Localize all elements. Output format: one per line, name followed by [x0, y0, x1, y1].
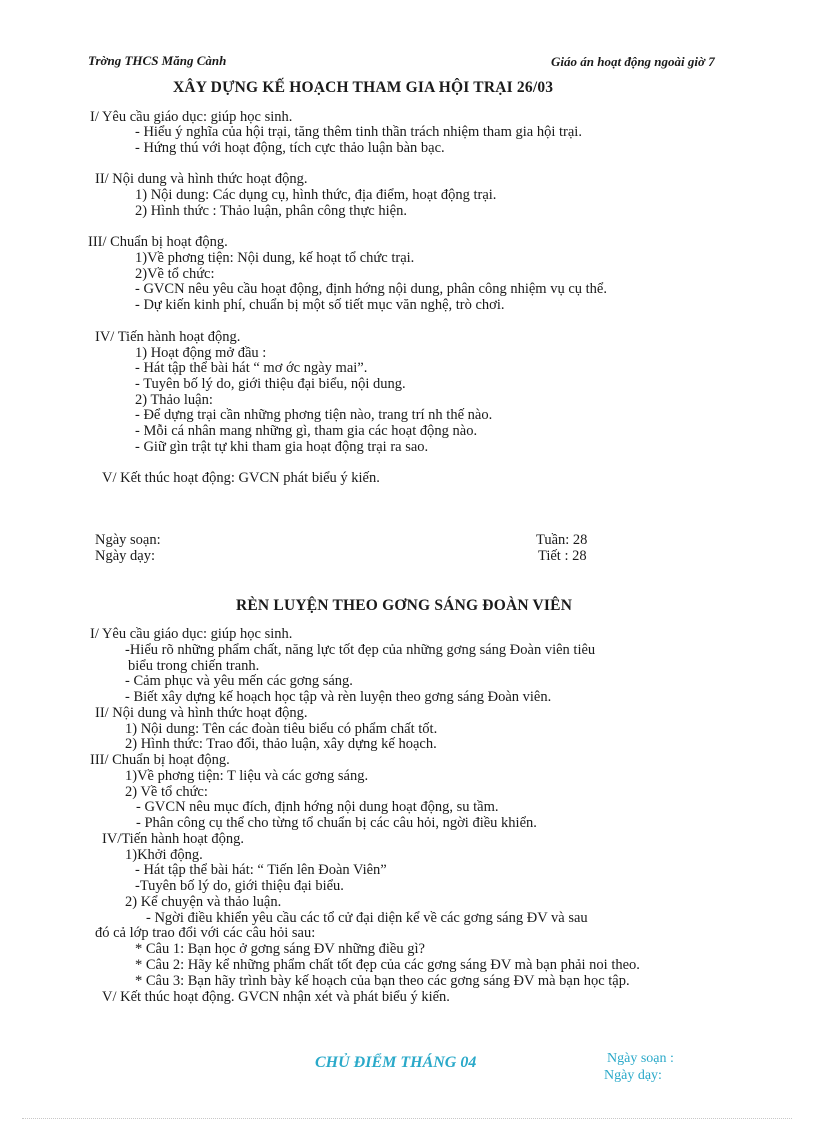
- lesson2-line: - Biết xây dựng kế hoạch học tập và rèn luyện theo gơng sáng Đoàn viên.: [125, 689, 552, 705]
- lesson1-line: - GVCN nêu yêu cầu hoạt động, định hớng nội dung, phân công nhiệm vụ cụ thể.: [135, 281, 607, 297]
- lesson2-line: 1) Nội dung: Tên các đoàn tiêu biểu có phẩm chất tốt.: [125, 721, 438, 737]
- lesson2-line: 1)Về phơng tiện: T liệu và các gơng sáng.: [125, 768, 369, 784]
- lesson1-line: V/ Kết thúc hoạt động: GVCN phát biểu ý kiến.: [102, 470, 380, 486]
- page-bottom-divider: [22, 1118, 792, 1119]
- lesson1-line: - Tuyên bố lý do, giới thiệu đại biểu, nội dung.: [135, 376, 406, 392]
- meta-ngay-soan: Ngày soạn:: [95, 532, 161, 548]
- lesson2-line: - Hát tập thể bài hát: “ Tiến lên Đoàn Viên”: [135, 862, 387, 878]
- lesson2-line: 2) Kể chuyện và thảo luận.: [125, 894, 282, 910]
- lesson2-line: - Cảm phục và yêu mến các gơng sáng.: [125, 673, 353, 689]
- lesson1-line: I/ Yêu cầu giáo dục: giúp học sinh.: [90, 109, 293, 125]
- lesson1-line: 1)Về phơng tiện: Nội dung, kế hoạt tổ chức trại.: [135, 250, 415, 266]
- lesson1-line: - Để dựng trại cần những phơng tiện nào, trang trí nh thế nào.: [135, 407, 493, 423]
- lesson2-line: - Phân công cụ thể cho từng tổ chuẩn bị các câu hỏi, ngời điều khiển.: [136, 815, 537, 831]
- lesson1-line: II/ Nội dung và hình thức hoạt động.: [95, 171, 308, 187]
- lesson2-line: 2) Về tổ chức:: [125, 784, 208, 800]
- meta-ngay-day: Ngày dạy:: [95, 548, 155, 564]
- lesson2-line: biểu trong chiến tranh.: [128, 658, 260, 674]
- lesson2-line: * Câu 1: Bạn học ở gơng sáng ĐV những điều gì?: [135, 941, 425, 957]
- meta-tiet: Tiết : 28: [538, 548, 587, 564]
- lesson2-line: -Hiểu rõ những phẩm chất, năng lực tốt đẹp của những gơng sáng Đoàn viên tiêu: [125, 642, 596, 658]
- lesson1-line: IV/ Tiến hành hoạt động.: [95, 329, 241, 345]
- lesson1-line: 2) Hình thức : Thảo luận, phân công thực hiện.: [135, 203, 407, 219]
- footer-ngay-day: Ngày dạy:: [604, 1068, 662, 1083]
- footer-ngay-soan: Ngày soạn :: [607, 1051, 674, 1066]
- lesson2-line: * Câu 2: Hãy kể những phẩm chất tốt đẹp của các gơng sáng ĐV mà bạn phải noi theo.: [135, 957, 640, 973]
- lesson1-line: 1) Nội dung: Các dụng cụ, hình thức, địa điểm, hoạt động trại.: [135, 187, 497, 203]
- lesson1-line: - Giữ gìn trật tự khi tham gia hoạt động trại ra sao.: [135, 439, 429, 455]
- lesson1-line: - Hiểu ý nghĩa của hội trại, tăng thêm tinh thần trách nhiệm tham gia hội trại.: [135, 124, 582, 140]
- lesson2-line: I/ Yêu cầu giáo dục: giúp học sinh.: [90, 626, 293, 642]
- lesson2-line: V/ Kết thúc hoạt động. GVCN nhận xét và phát biểu ý kiến.: [102, 989, 450, 1005]
- lesson2-line: 1)Khởi động.: [125, 847, 203, 863]
- lesson2-title: RÈN LUYỆN THEO GƠNG SÁNG ĐOÀN VIÊN: [236, 597, 573, 614]
- lesson2-line: - GVCN nêu mục đích, định hớng nội dung hoạt động, su tầm.: [136, 799, 499, 815]
- lesson2-line: III/ Chuẩn bị hoạt động.: [90, 752, 230, 768]
- lesson1-line: - Hứng thú với hoạt động, tích cực thảo luận bàn bạc.: [135, 140, 445, 156]
- lesson1-line: III/ Chuẩn bị hoạt động.: [88, 234, 228, 250]
- header-school: Trờng THCS Măng Cành: [88, 53, 227, 68]
- lesson1-line: - Hát tập thể bài hát “ mơ ớc ngày mai”.: [135, 360, 368, 376]
- lesson2-line: * Câu 3: Bạn hãy trình bày kế hoạch của bạn theo các gơng sáng ĐV mà bạn học tập.: [135, 973, 630, 989]
- header-subject: Giáo án hoạt động ngoài giờ 7: [551, 54, 715, 69]
- lesson1-line: - Dự kiến kinh phí, chuẩn bị một số tiết mục văn nghệ, trò chơi.: [135, 297, 505, 313]
- lesson2-line: - Ngời điều khiển yêu cầu các tổ cử đại diện kể về các gơng sáng ĐV và sau: [146, 910, 588, 926]
- lesson2-line: II/ Nội dung và hình thức hoạt động.: [95, 705, 308, 721]
- lesson1-line: - Mỗi cá nhân mang những gì, tham gia các hoạt động nào.: [135, 423, 478, 439]
- lesson1-line: 1) Hoạt động mở đầu :: [135, 345, 267, 361]
- lesson2-line: -Tuyên bố lý do, giới thiệu đại biểu.: [135, 878, 344, 894]
- meta-tuan: Tuần: 28: [536, 532, 588, 548]
- lesson1-line: 2) Thảo luận:: [135, 392, 213, 408]
- lesson2-line: IV/Tiến hành hoạt động.: [102, 831, 245, 847]
- lesson1-line: 2)Về tổ chức:: [135, 266, 215, 282]
- chu-diem-title: CHỦ ĐIỂM THÁNG 04: [315, 1054, 477, 1071]
- lesson2-line: 2) Hình thức: Trao đổi, thảo luận, xây dựng kế hoạch.: [125, 736, 437, 752]
- lesson2-line: đó cả lớp trao đổi với các câu hỏi sau:: [95, 925, 316, 941]
- lesson1-title: XÂY DỰNG KẾ HOẠCH THAM GIA HỘI TRẠI 26/03: [173, 79, 554, 96]
